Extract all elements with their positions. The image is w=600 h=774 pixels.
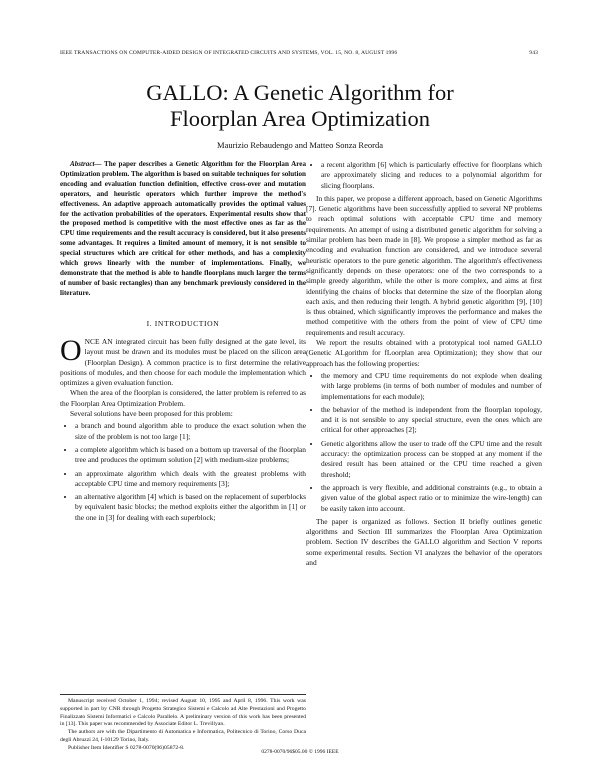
page-number: 943 [529, 50, 538, 56]
drop-cap: O [60, 333, 82, 367]
list-item: • a recent algorithm [6] which is particularly effective for floorplans which are approximately slicing and reduces to a polynomial algorithm for slicing floorplans. [321, 160, 542, 191]
intro-paragraph-3: Several solutions have been proposed for this problem: [70, 409, 233, 419]
running-header [60, 50, 538, 56]
paper-title [0, 80, 600, 132]
right-paragraph-3: The paper is organized as follows. Section II briefly outlines genetic algorithms and Section III summarizes the Floorplan Area Optimization problem. Section IV describes the GALLO algorithm and Section V reports some experimental results. Section VI analyzes the behavior of the operators and [306, 516, 542, 567]
title-line-1: GALLO: A Genetic Algorithm for [146, 80, 454, 105]
copyright-line: 0278-0070/96$05.00 © 1996 IEEE [261, 749, 339, 755]
intro-paragraph-1 [60, 333, 306, 388]
list-item: • the approach is very flexible, and additional constraints (e.g., to obtain a given value of the global aspect ratio or to minimize the wire-length) can be easily taken into account. [321, 483, 542, 514]
right-paragraph-2: We report the results obtained with a prototypical tool named GALLO (Genetic ALgorithm for fLoorplan area Optimization); they show that our approach has the following properties: [306, 338, 542, 368]
left-bullet-list [60, 421, 306, 523]
abstract-text: The paper describes a Genetic Algorithm for the Floorplan Area Optimization problem. The algorithm is based on suitable techniques for solution encoding and evaluation function definition, effective cross-over and mutation operators, and heuristic operators which further improve the method's effectiveness. An adaptive approach automatically provides the optimal values for the activation probabilities of the operators. Experimental results show that the proposed method is competitive with the most effective ones as far as the CPU time requirements and the result accuracy is considered, but it also presents some advantages. It requires a limited amount of memory, it is not sensible to special structures which are critical for other methods, and has a complexity which grows linearly with the number of implementations. Finally, we demonstrate that the method is able to handle floorplans much larger the terms of number of basic rectangles) than any benchmark previously considered in the literature. [60, 160, 306, 297]
journal-header: IEEE TRANSACTIONS ON COMPUTER-AIDED DESIGN OF INTEGRATED CIRCUITS AND SYSTEMS, VOL. 15, NO. 8, AUGUST 1996 [60, 50, 398, 56]
list-item: • a complete algorithm which is based on a bottom up traversal of the floorplan tree and produces the optimum solution [2] with medium-size problems; [75, 445, 306, 466]
footnote-affiliation: The authors are with the Dipartimento di Automatica e Informatica, Politecnico di Torino, Corso Duca degli Abruzzi 24, I-10129 Torino, Italy. [60, 729, 306, 743]
intro-paragraph-1-text: NCE AN integrated circuit has been fully designed at the gate level, its layout must be drawn and its modules must be placed on the silicon area (Floorplan Design). A common practice is to first determine the relative positions of modules, and then choose for each module the implementation which optimizes a given evaluation function. [60, 336, 306, 388]
footnote-publisher-id: Publisher Item Identifier S 0278-0070(96)05872-8. [68, 744, 185, 751]
right-column [306, 160, 542, 568]
abstract [60, 160, 306, 299]
abstract-label: Abstract— [70, 160, 102, 168]
footnote [60, 694, 306, 753]
list-item: • a branch and bound algorithm able to produce the exact solution when the size of the problem is not too large [1]; [75, 421, 306, 442]
footnote-manuscript: Manuscript received October 1, 1994; revised August 10, 1995 and April 8, 1996. This work was supported in part by CNR through Progetto Strategico Sistemi e Calcolo ad Alte Prestazioni and Progetto Finalizzato Sistemi Informatici e Calcolo Parallelo. A preliminary version of this work has been presented in [13]. This paper was recommended by Associate Editor L. Trevillyan. [60, 698, 306, 728]
section-heading-introduction: I. INTRODUCTION [146, 318, 220, 328]
list-item: • the behavior of the method is independent from the floorplan topology, and it is not sensible to any special structure, even the ones which are critical for other approaches [2]; [321, 405, 542, 436]
right-top-bullet-list [306, 160, 542, 191]
list-item: • the memory and CPU time requirements do not explode when dealing with large problems (in terms of both number of modules and number of implementations for each module); [321, 371, 542, 402]
right-bullet-list [306, 371, 542, 514]
right-paragraph-1: In this paper, we propose a different approach, based on Genetic Algorithms [7]. Genetic algorithms have been successfully applied to several NP problems to reach optimal solutions with acceptable CPU time and memory requirements. An attempt of using a distributed genetic algorithm for solving a similar problem has been made in [8]. We propose a simpler method as far as encoding and evaluation function are considered, and we introduce several heuristic operators to the pure genetic algorithm. The algorithm's effectiveness significantly depends on these operators: one of the two corresponds to a simple greedy algorithm, while the other is more complex, and aims at first identifying the chains of blocks that determine the size of the floorplan along each axis, and then reducing their length. A hybrid genetic algorithm [9], [10] is thus obtained, which significantly improves the performance and makes the method competitive with the others from the point of view of CPU time requirements and result accuracy. [306, 193, 542, 337]
list-item: • an approximate algorithm which deals with the greatest problems with acceptable CPU time and memory requirements [3]; [75, 469, 306, 490]
title-line-2: Floorplan Area Optimization [170, 106, 430, 131]
list-item: • Genetic algorithms allow the user to trade off the CPU time and the result accuracy: the optimization process can be stopped at any moment if the desired result has been attained or the CPU time reached a given threshold; [321, 439, 542, 480]
left-column [60, 160, 306, 526]
authors: Maurizio Rebaudengo and Matteo Sonza Reorda [217, 140, 383, 150]
intro-paragraph-2: When the area of the floorplan is considered, the latter problem is referred to as the Floorplan Area Optimization Problem. [60, 388, 306, 408]
list-item: • an alternative algorithm [4] which is based on the replacement of superblocks by equivalent basic blocks; the method exploits either the algorithm in [1] or the one in [3] for dealing with each superblock; [75, 492, 306, 523]
